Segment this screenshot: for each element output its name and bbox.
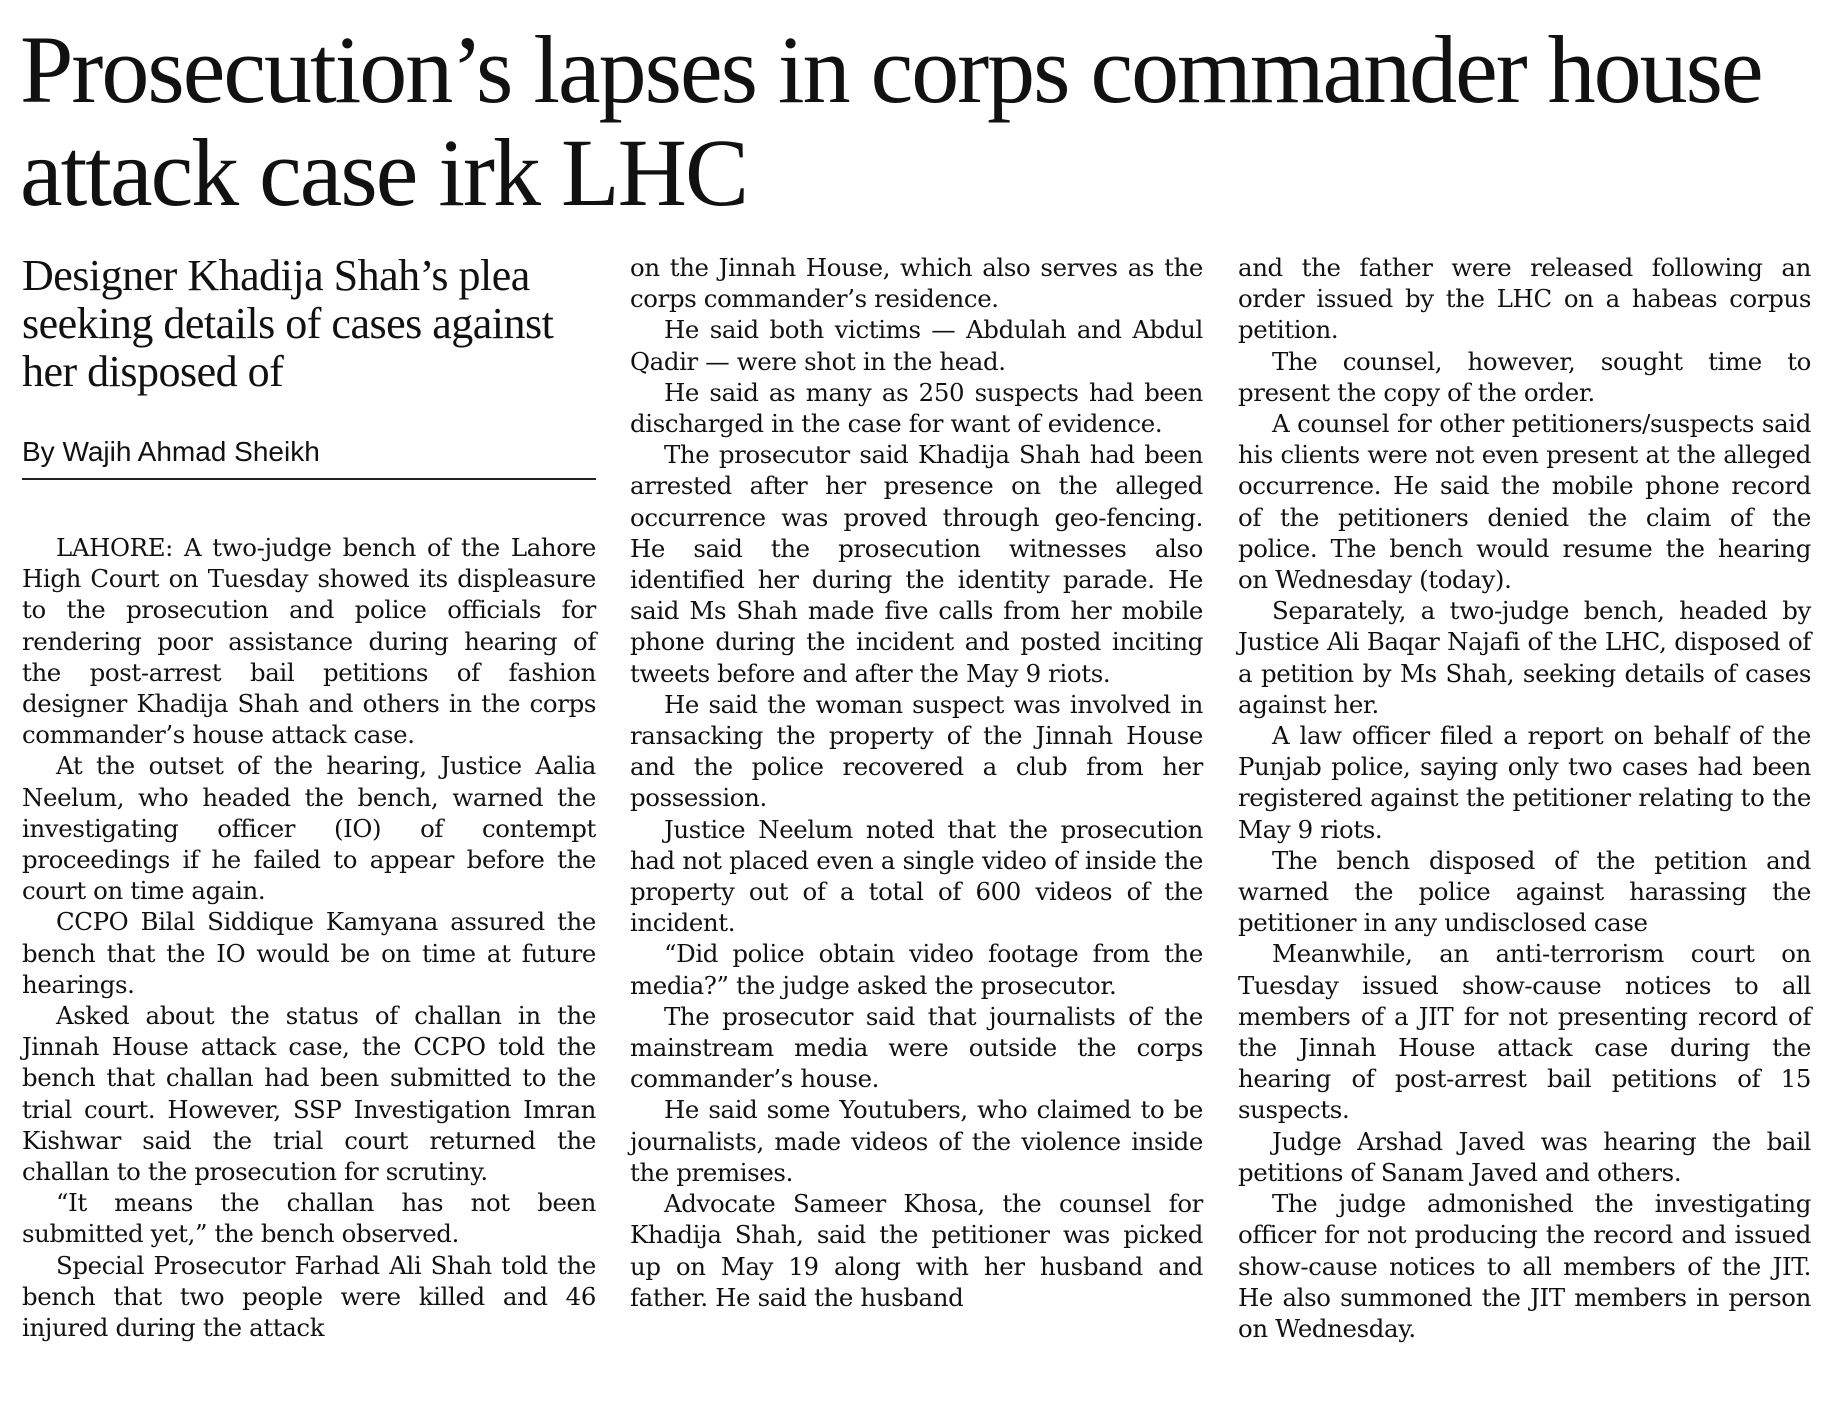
- paragraph: Asked about the status of challan in the Jinnah House attack case, the CCPO told the bench that challan had been submitted to the trial court. However, SSP Investigation Imran Kishwar said the trial court returned the challan to the prosecution for scrutiny.: [22, 1001, 596, 1187]
- paragraph: He said the woman suspect was involved in ransacking the property of the Jinnah House and the police recovered a club from her possession.: [630, 689, 1203, 813]
- paragraph: Separately, a two-judge bench, headed by Justice Ali Baqar Najafi of the LHC, disposed of a petition by Ms Shah, seeking details of cases against her.: [1238, 596, 1811, 719]
- paragraph: on the Jinnah House, which also serves as the corps commander’s residence.: [630, 253, 1203, 314]
- paragraph: The prosecutor said Khadija Shah had been arrested after her presence on the alleged occurrence was proved through geo-fencing. He said the prosecution witnesses also identified her during the identity parade. He said Ms Shah made five calls from her mobile phone during the incident and posted inciting tweets before and after the May 9 riots.: [630, 440, 1203, 688]
- column-2: [630, 252, 1203, 1313]
- column-1: [22, 252, 596, 1343]
- headline: Prosecution’s lapses in corps commander house attack case irk LHC: [20, 16, 1762, 226]
- paragraph: At the outset of the hearing, Justice Aalia Neelum, who headed the bench, warned the investigating officer (IO) of contempt proceedings if he failed to appear before the court on time again.: [22, 751, 596, 906]
- column-1-body: [22, 532, 596, 1343]
- paragraph: CCPO Bilal Siddique Kamyana assured the bench that the IO would be on time at future hearings.: [22, 907, 596, 999]
- paragraph: He said both victims — Abdulah and Abdul Qadir — were shot in the head.: [630, 315, 1203, 376]
- paragraph: A law officer filed a report on behalf of the Punjab police, saying only two cases had been registered against the petitioner relating to the May 9 riots.: [1238, 721, 1811, 844]
- paragraph: He said some Youtubers, who claimed to be journalists, made videos of the violence inside the premises.: [630, 1095, 1203, 1187]
- paragraph: The bench disposed of the petition and warned the police against harassing the petitioner in any undisclosed case: [1238, 845, 1811, 938]
- column-3-body: [1238, 252, 1811, 1344]
- paragraph: LAHORE: A two-judge bench of the Lahore High Court on Tuesday showed its displeasure to the prosecution and police officials for rendering poor assistance during hearing of the post-arrest bail petitions of fashion designer Khadija Shah and others in the corps commander’s house attack case.: [22, 533, 596, 750]
- paragraph: The prosecutor said that journalists of the mainstream media were outside the corps commander’s house.: [630, 1001, 1203, 1094]
- paragraph: Special Prosecutor Farhad Ali Shah told the bench that two people were killed and 46 injured during the attack: [22, 1250, 596, 1343]
- paragraph: Advocate Sameer Khosa, the counsel for Khadija Shah, said the petitioner was picked up on May 19 along with her husband and father. He said the husband: [630, 1189, 1203, 1312]
- byline: By Wajih Ahmad Sheikh: [22, 434, 596, 480]
- column-2-body: [630, 252, 1203, 1313]
- subheadline: Designer Khadija Shah’s plea seeking details of cases against her disposed of: [22, 251, 554, 396]
- column-3: [1238, 252, 1811, 1344]
- paragraph: Meanwhile, an anti-terrorism court on Tuesday issued show-cause notices to all members of a JIT for not presenting record of the Jinnah House attack case during the hearing of post-arrest bail petitions of 15 suspects.: [1238, 939, 1811, 1125]
- paragraph: He said as many as 250 suspects had been discharged in the case for want of evidence.: [630, 377, 1203, 439]
- paragraph: and the father were released following an order issued by the LHC on a habeas corpus petition.: [1238, 253, 1811, 345]
- paragraph: Justice Neelum noted that the prosecution had not placed even a single video of inside the property out of a total of 600 videos of the incident.: [630, 814, 1203, 938]
- paragraph: Judge Arshad Javed was hearing the bail petitions of Sanam Javed and others.: [1238, 1126, 1811, 1187]
- paragraph: A counsel for other petitioners/suspects said his clients were not even present at the alleged occurrence. He said the mobile phone record of the petitioners denied the claim of the police. The bench would resume the hearing on Wednesday (today).: [1238, 409, 1811, 595]
- paragraph: “It means the challan has not been submitted yet,” the bench observed.: [22, 1188, 596, 1249]
- paragraph: The counsel, however, sought time to present the copy of the order.: [1238, 346, 1811, 407]
- paragraph: The judge admonished the investigating officer for not producing the record and issued show-cause notices to all members of the JIT. He also summoned the JIT members in person on Wednesday.: [1238, 1189, 1811, 1343]
- paragraph: “Did police obtain video footage from the media?” the judge asked the prosecutor.: [630, 939, 1203, 1000]
